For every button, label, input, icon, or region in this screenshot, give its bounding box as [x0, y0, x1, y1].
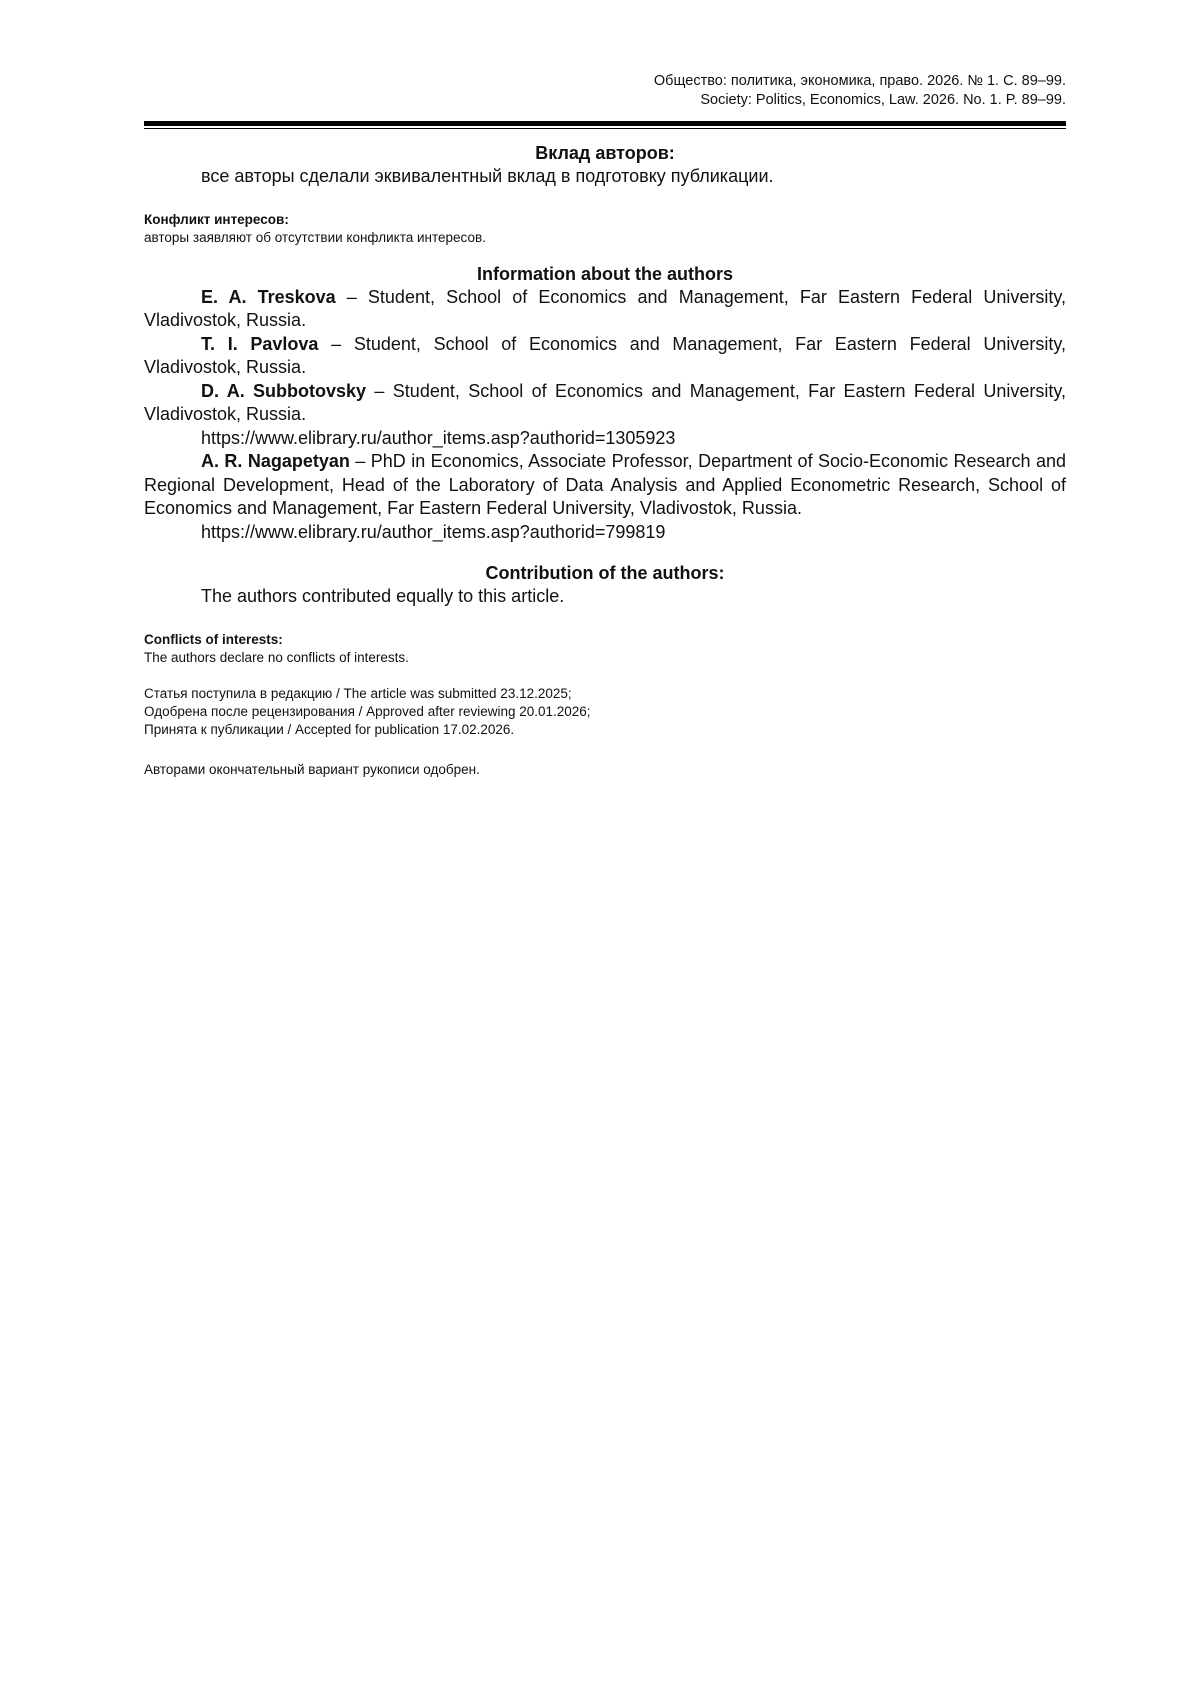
contribution-ru-title: Вклад авторов:: [535, 143, 675, 163]
author-name: A. R. Nagapetyan: [201, 451, 350, 471]
authors-info-title: Information about the authors: [477, 263, 733, 284]
author-entry: [144, 450, 1066, 521]
contribution-en-title: Contribution of the authors:: [485, 563, 725, 583]
conflict-ru-text: авторы заявляют об отсутствии конфликта интересов.: [144, 229, 486, 245]
header-rule-thin: [144, 128, 1066, 129]
final-approval-note: Авторами окончательный вариант рукописи одобрен.: [144, 761, 480, 777]
author-elibrary-link[interactable]: https://www.elibrary.ru/author_items.asp?authorid=799819: [201, 521, 666, 542]
date-submitted: Статья поступила в редакцию / The article was submitted 23.12.2025;: [144, 685, 572, 701]
author-entry: [144, 286, 1066, 333]
author-name: E. A. Treskova: [201, 286, 336, 307]
header-rule-thick: [144, 121, 1066, 126]
author-description: – PhD in Economics, Associate Professor, Department of Socio-Economic Research and Regional Development, Head of the Laboratory of Data Analysis and Applied Econometric Research, School of Economics and Management, Far Eastern Federal University, Vladivostok, Russia.: [144, 451, 1066, 518]
contribution-ru-text: все авторы сделали эквивалентный вклад в подготовку публикации.: [201, 166, 774, 186]
running-header: [654, 72, 1066, 110]
author-entry: [144, 380, 1066, 427]
running-header-ru: Общество: политика, экономика, право. 2026. № 1. С. 89–99.: [653, 73, 1066, 89]
author-entry: [144, 333, 1066, 380]
date-accepted: Принята к публикации / Accepted for publication 17.02.2026.: [144, 721, 515, 737]
header-double-rule: [144, 121, 1066, 129]
date-approved: Одобрена после рецензирования / Approved after reviewing 20.01.2026;: [144, 703, 591, 719]
running-header-en: Society: Politics, Economics, Law. 2026. No. 1. P. 89–99.: [700, 92, 1066, 108]
author-name: D. A. Subbotovsky: [201, 380, 367, 401]
author-description: – Student, School of Economics and Management, Far Eastern Federal University, Vladivostok, Russia.: [144, 333, 1066, 377]
conflict-en-label: Conflicts of interests:: [144, 631, 283, 647]
document-content: [144, 142, 1066, 779]
contribution-en-text: The authors contributed equally to this article.: [201, 586, 565, 606]
author-description: – Student, School of Economics and Management, Far Eastern Federal University, Vladivostok, Russia.: [144, 286, 1066, 330]
conflict-en-text: The authors declare no conflicts of interests.: [144, 649, 409, 665]
author-elibrary-link[interactable]: https://www.elibrary.ru/author_items.asp?authorid=1305923: [201, 427, 676, 448]
conflict-ru-label: Конфликт интересов:: [144, 211, 289, 227]
author-name: T. I. Pavlova: [201, 333, 319, 354]
author-description: – Student, School of Economics and Management, Far Eastern Federal University, Vladivostok, Russia.: [144, 380, 1066, 424]
